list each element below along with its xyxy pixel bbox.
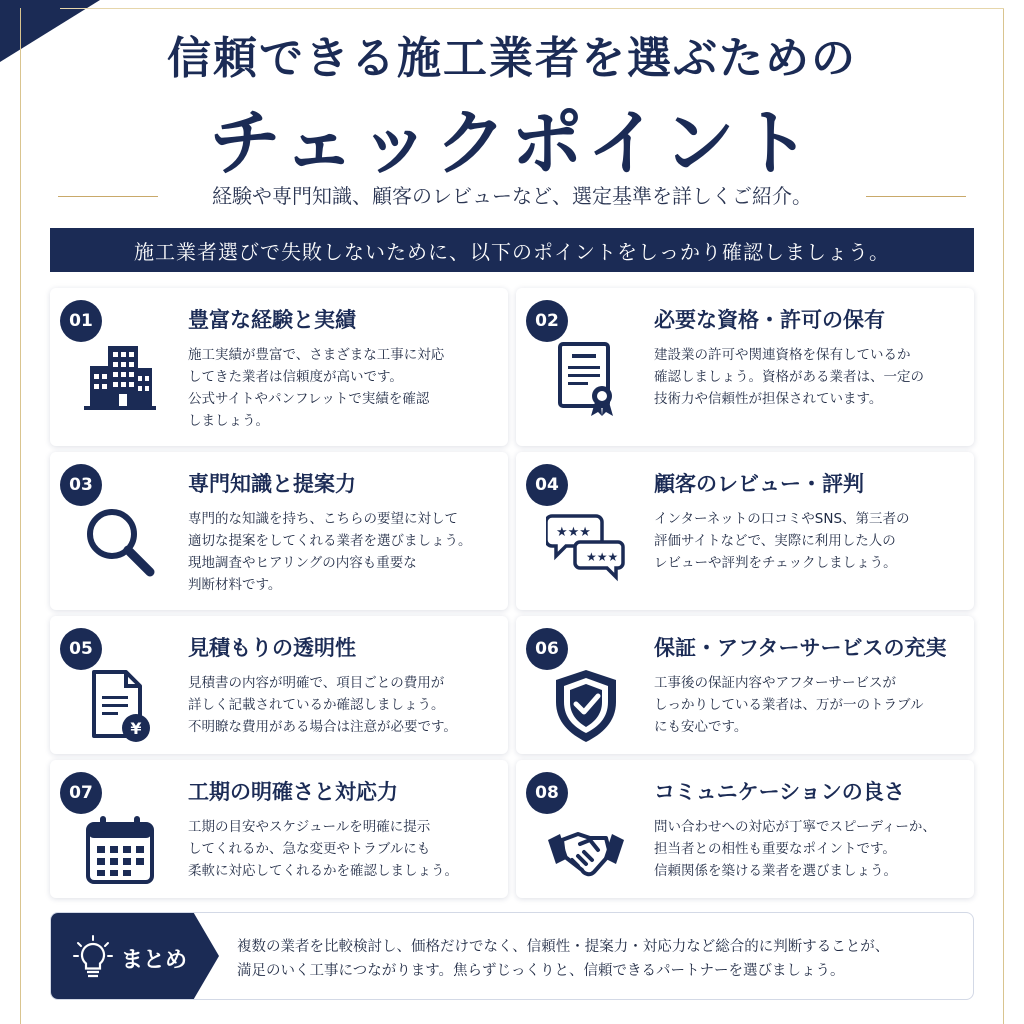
card-number: 04 xyxy=(526,464,568,506)
frame-line-top xyxy=(60,8,1004,9)
checkpoint-card-05 xyxy=(50,616,508,754)
card-number: 08 xyxy=(526,772,568,814)
card-number: 02 xyxy=(526,300,568,342)
card-body: 工期の目安やスケジュールを明確に提示 してくれるか、急な変更やトラブルにも 柔軟に対応してくれるかを確認しましょう。 xyxy=(188,819,458,879)
card-title: 顧客のレビュー・評判 xyxy=(654,472,864,496)
svg-text:★★★: ★★★ xyxy=(586,550,619,564)
building-icon xyxy=(80,338,160,418)
svg-text:★★★: ★★★ xyxy=(556,525,591,540)
checkpoint-card-07 xyxy=(50,760,508,898)
svg-text:¥: ¥ xyxy=(130,719,142,738)
card-number: 01 xyxy=(60,300,102,342)
card-title: 保証・アフターサービスの充実 xyxy=(654,636,947,660)
card-number: 03 xyxy=(60,464,102,506)
checkpoint-card-06 xyxy=(516,616,974,754)
summary-box xyxy=(50,912,974,1000)
summary-label: まとめ xyxy=(121,948,188,973)
checkpoint-card-03 xyxy=(50,452,508,610)
magnifier-icon xyxy=(80,502,160,582)
lightbulb-icon xyxy=(73,935,113,979)
card-body: 建設業の許可や関連資格を保有しているか 確認しましょう。資格がある業者は、一定の 技術力や信頼性が担保されています。 xyxy=(654,347,924,407)
card-title: 見積もりの透明性 xyxy=(188,636,356,660)
summary-text: 複数の業者を比較検討し、価格だけでなく、信頼性・提案力・対応力など総合的に判断することが、 満足のいく工事につながります。焦らずじっくりと、信頼できるパートナーを選びましょう。 xyxy=(237,939,890,979)
estimate-document-icon xyxy=(80,666,160,746)
card-title: 工期の明確さと対応力 xyxy=(188,780,398,804)
checkpoint-card-08 xyxy=(516,760,974,898)
card-body: 専門的な知識を持ち、こちらの要望に対して 適切な提案をしてくれる業者を選びましょう。 現地調査やヒアリングの内容も重要な 判断材料です。 xyxy=(188,511,472,593)
card-title: 豊富な経験と実績 xyxy=(188,308,356,332)
card-body: 見積書の内容が明確で、項目ごとの費用が 詳しく記載されているか確認しましょう。 不明瞭な費用がある場合は注意が必要です。 xyxy=(188,675,457,735)
card-number: 07 xyxy=(60,772,102,814)
handshake-icon xyxy=(546,810,626,890)
intro-banner: 施工業者選びで失敗しないために、以下のポイントをしっかり確認しましょう。 xyxy=(50,228,974,272)
card-body: 工事後の保証内容やアフターサービスが しっかりしている業者は、万が一のトラブル にも安心です。 xyxy=(654,675,924,735)
page-title-line1: 信頼できる施工業者を選ぶための xyxy=(167,33,857,84)
card-title: 必要な資格・許可の保有 xyxy=(654,308,885,332)
calendar-icon xyxy=(80,810,160,890)
card-body: 施工実績が豊富で、さまざまな工事に対応 してきた業者は信頼度が高いです。 公式サイトやパンフレットで実績を確認 しましょう。 xyxy=(188,347,445,429)
card-number: 06 xyxy=(526,628,568,670)
card-number: 05 xyxy=(60,628,102,670)
checkpoint-card-02 xyxy=(516,288,974,446)
card-title: コミュニケーションの良さ xyxy=(654,780,905,804)
certificate-icon xyxy=(546,338,626,418)
card-title: 専門知識と提案力 xyxy=(188,472,356,496)
checkpoint-card-04 xyxy=(516,452,974,610)
shield-check-icon xyxy=(546,666,626,746)
card-body: 問い合わせへの対応が丁寧でスピーディーか、 担当者との相性も重要なポイントです。 信頼関係を築ける業者を選びましょう。 xyxy=(654,819,936,879)
page-title-line2: チェックポイント xyxy=(209,100,815,185)
card-body: インターネットの口コミやSNS、第三者の 評価サイトなどで、実際に利用した人の レビューや評判をチェックしましょう。 xyxy=(654,511,910,571)
page-subtitle: 経験や専門知識、顧客のレビューなど、選定基準を詳しくご紹介。 xyxy=(212,184,812,208)
review-bubbles-icon xyxy=(546,502,626,582)
checkpoint-card-01 xyxy=(50,288,508,446)
